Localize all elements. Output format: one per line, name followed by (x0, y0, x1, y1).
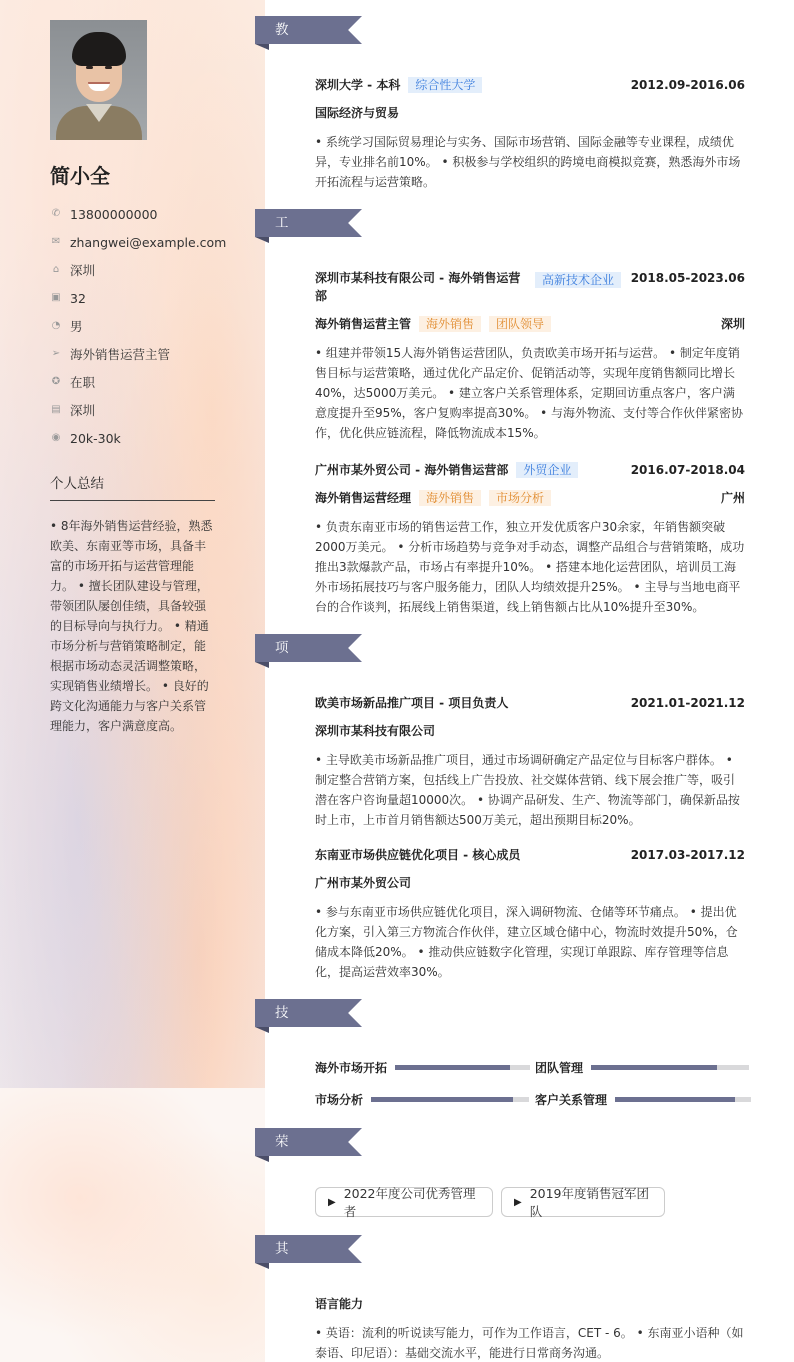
company-name: 广州市某外贸公司 - 海外销售运营部 (315, 463, 509, 477)
job-city: 广州 (720, 491, 745, 505)
education-major: 国际经济与贸易 (315, 106, 400, 120)
skill-name: 海外市场开拓 (315, 1061, 388, 1075)
position-icon: ➢ (51, 348, 61, 359)
work-desc: • 组建并带领15人海外销售运营团队，负责欧美市场开拓与运营。 • 制定年度销售目标与运营策略，通过优化产品定价、促销活动等，实现年度销售额同比增长40%，达5000万美元。 • 建立客户关系管理体系，定期回访重点客户，客户满意度提升至95%，客户复购率提高30%。 • 与海外物流、支付等合作伙伴紧密协作，优化供应链流程，降低物流成本15%。 (315, 346, 744, 440)
info-email: ✉ zhangwei@example.com (51, 234, 227, 250)
summary-title: 个人总结 (50, 472, 215, 501)
main-content (255, 0, 794, 1362)
skill-bar (371, 1097, 529, 1102)
job-tag: 海外销售 (419, 490, 481, 506)
project-entry-2 (315, 846, 745, 982)
section-title: 教育经历 (275, 22, 289, 122)
work-entry-2 (315, 461, 745, 617)
school-tag: 综合性大学 (408, 77, 482, 93)
job-role: 海外销售运营经理 (315, 491, 412, 505)
skill-name: 团队管理 (535, 1061, 584, 1075)
award-item: ▶ 2019年度销售冠军团队 (501, 1187, 665, 1217)
section-title: 工作经历 (275, 215, 289, 315)
other-desc: • 英语：流利的听说读写能力，可作为工作语言，CET - 6。 • 东南亚小语种（如泰语、印尼语）：基础交流水平，能进行日常商务沟通。 (315, 1326, 744, 1360)
education-entry (315, 76, 745, 192)
age-icon: ▣ (51, 292, 61, 303)
info-salary: ◉ 20k-30k (51, 430, 121, 446)
company-tag: 外贸企业 (516, 462, 578, 478)
section-title: 其他信息 (275, 1241, 289, 1341)
skill-bar-fill (591, 1065, 717, 1070)
status-icon: ✪ (51, 376, 61, 387)
project-org: 深圳市某科技有限公司 (315, 724, 436, 738)
project-entry-1 (315, 694, 745, 830)
skill-bar (395, 1065, 530, 1070)
education-date: 2012.09-2016.06 (630, 78, 745, 92)
contact-info-list (50, 200, 226, 452)
company-name: 深圳市某科技有限公司 - 海外销售运营部 (315, 271, 521, 303)
work-date: 2018.05-2023.06 (630, 271, 745, 285)
skill-bar (591, 1065, 749, 1070)
project-desc: • 主导欧美市场新品推广项目，通过市场调研确定产品定位与目标客户群体。 • 制定整合营销方案，包括线上广告投放、社交媒体营销、线下展会推广等，吸引潜在客户咨询量超10000次。 • 协调产品研发、生产、物流等部门，确保新品按时上市，上市首月销售额达500万美元，超出预期目标20%。 (315, 753, 740, 827)
job-role: 海外销售运营主管 (315, 317, 412, 331)
sidebar-lower-background (0, 1088, 265, 1362)
project-name: 欧美市场新品推广项目 - 项目负责人 (315, 696, 509, 710)
email-icon: ✉ (51, 236, 61, 247)
phone-icon: ✆ (51, 208, 61, 219)
education-desc: • 系统学习国际贸易理论与实务、国际市场营销、国际金融等专业课程，成绩优异，专业排名前10%。 • 积极参与学校组织的跨境电商模拟竞赛，熟悉海外市场开拓流程与运营策略。 (315, 135, 741, 189)
info-city: ▤ 深圳 (51, 403, 96, 418)
job-city: 深圳 (720, 317, 745, 331)
skill-bar-fill (371, 1097, 513, 1102)
skill-name: 客户关系管理 (535, 1093, 608, 1107)
skill-item (535, 1059, 749, 1076)
job-tag: 市场分析 (489, 490, 551, 506)
info-phone: ✆ 13800000000 (51, 206, 158, 222)
play-triangle-icon: ▶ (514, 1196, 522, 1208)
info-status: ✪ 在职 (51, 375, 96, 390)
section-title: 项目经历 (275, 640, 289, 740)
work-entry-1 (315, 269, 745, 443)
info-gender: ◔ 男 (51, 319, 83, 334)
play-triangle-icon: ▶ (328, 1196, 336, 1208)
other-entry (315, 1295, 745, 1362)
skill-item (315, 1059, 530, 1076)
skill-item (535, 1091, 751, 1108)
gender-icon: ◔ (51, 320, 61, 331)
project-date: 2017.03-2017.12 (630, 848, 745, 862)
project-date: 2021.01-2021.12 (630, 696, 745, 710)
profile-name: 简小全 (50, 164, 110, 188)
other-subtitle: 语言能力 (315, 1297, 364, 1311)
skill-bar-fill (615, 1097, 735, 1102)
job-tag: 海外销售 (419, 316, 481, 332)
skill-item (315, 1091, 529, 1108)
job-tag: 团队领导 (489, 316, 551, 332)
section-title: 技能专长 (275, 1005, 289, 1105)
section-title: 荣誉奖项 (275, 1134, 289, 1234)
info-age: ▣ 32 (51, 290, 86, 306)
info-home: ⌂ 深圳 (50, 256, 226, 284)
city-icon: ▤ (51, 404, 61, 415)
summary-text: • 8年海外销售运营经验，熟悉欧美、东南亚等市场，具备丰富的市场开拓与运营管理能力。 • 擅长团队建设与管理，带领团队屡创佳绩，具备较强的目标导向与执行力。 • 精通市场分析与营销策略制定，能根据市场动态灵活调整策略，实现销售业绩增长。 • 良好的跨文化沟通能力与客户关系管理能力，客户满意度高。 (50, 519, 213, 733)
skill-name: 市场分析 (315, 1093, 364, 1107)
award-item: ▶ 2022年度公司优秀管理者 (315, 1187, 493, 1217)
company-tag: 高新技术企业 (535, 272, 621, 288)
info-position: ➢ 海外销售运营主管 (51, 347, 171, 362)
salary-icon: ◉ (51, 432, 61, 443)
avatar (50, 20, 147, 140)
work-desc: • 负责东南亚市场的销售运营工作，独立开发优质客户30余家，年销售额突破2000万美元。 • 分析市场趋势与竞争对手动态，调整产品组合与营销策略，成功推出3款爆款产品，市场占有率提升10%。 • 搭建本地化运营团队，培训员工海外市场拓展技巧与客户服务能力，团队人均绩效提升25%。 • 主导与当地电商平台的合作谈判，拓展线上销售渠道，线上销售额占比从10%提升至30%。 (315, 520, 745, 614)
project-desc: • 参与东南亚市场供应链优化项目，深入调研物流、仓储等环节痛点。 • 提出优化方案，引入第三方物流合作伙伴，建立区域仓储中心，物流时效提升50%，仓储成本降低20%。 • 推动供应链数字化管理，实现订单跟踪、库存管理等信息化，提高运营效率30%。 (315, 905, 738, 979)
project-org: 广州市某外贸公司 (315, 876, 412, 890)
home-icon: ⌂ (52, 264, 60, 275)
school-name: 深圳大学 - 本科 (315, 78, 401, 92)
skill-bar (615, 1097, 751, 1102)
skill-bar-fill (395, 1065, 510, 1070)
project-name: 东南亚市场供应链优化项目 - 核心成员 (315, 848, 521, 862)
work-date: 2016.07-2018.04 (630, 463, 745, 477)
